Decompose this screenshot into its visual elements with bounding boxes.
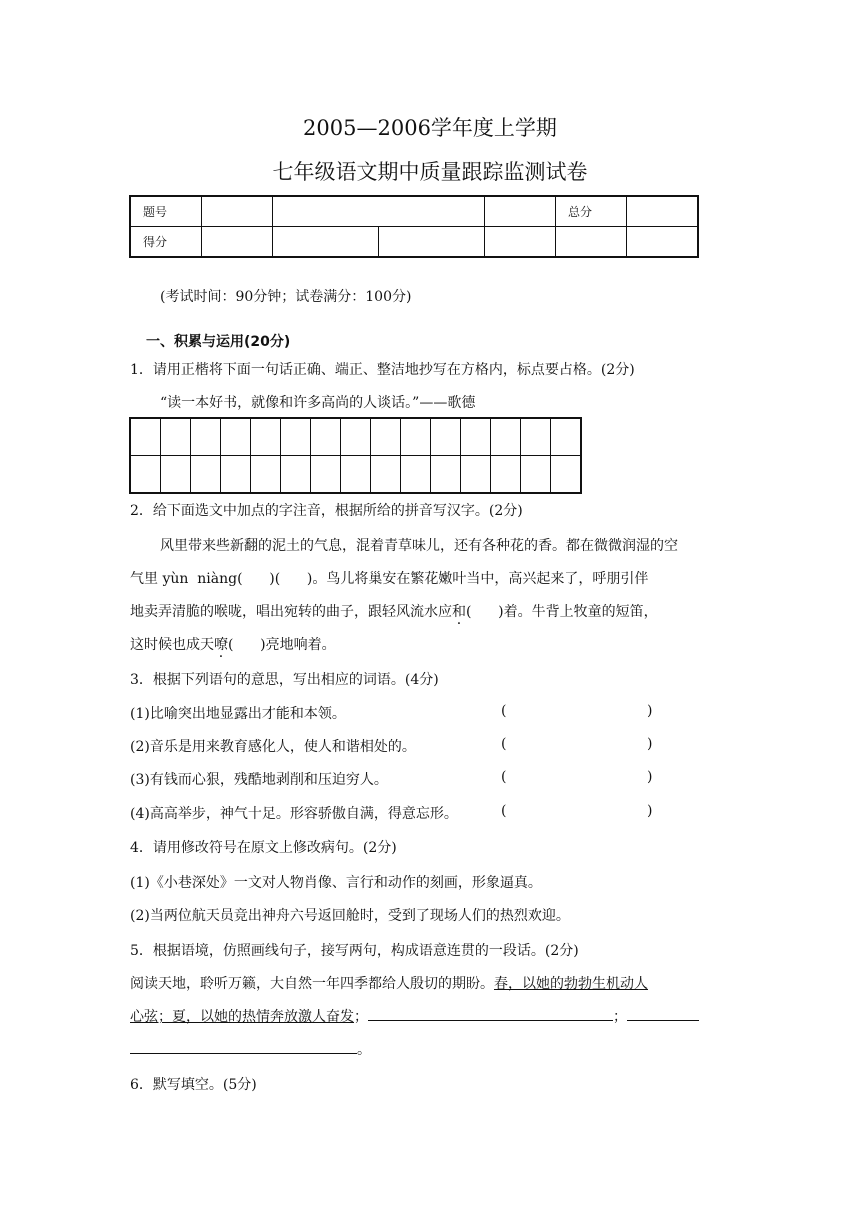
score-table-cell — [273, 196, 485, 227]
q5-underlined-sentence: 心弦；夏，以她的热情奔放激人奋发 — [130, 1009, 354, 1025]
grid-cell[interactable] — [251, 456, 281, 494]
exam-info: (考试时间：90分钟；试卷满分：100分) — [160, 289, 412, 305]
grid-cell[interactable] — [221, 456, 251, 494]
q5-underlined-sentence: 春，以她的勃勃生机动人 — [494, 976, 648, 992]
q5-separator: ； — [354, 1009, 368, 1025]
grid-cell[interactable] — [461, 418, 491, 456]
q5-line-1 — [130, 973, 648, 993]
section-heading: 一、积累与运用(20分) — [146, 334, 291, 350]
passage-line-3 — [130, 601, 658, 621]
answer-blank[interactable] — [627, 1006, 699, 1021]
q5-end: 。 — [357, 1042, 371, 1058]
q3-item: (2)音乐是用来教育感化人，使人和谐相处的。 — [130, 739, 416, 755]
grid-cell[interactable] — [521, 456, 551, 494]
score-table-number-label: 题号 — [130, 196, 202, 227]
score-table-cell — [485, 196, 556, 227]
q4-item: (1)《小巷深处》一文对人物肖像、言行和动作的刻画，形象逼真。 — [130, 875, 542, 891]
grid-cell[interactable] — [431, 456, 461, 494]
grid-cell[interactable] — [551, 456, 582, 494]
score-table-cell — [556, 227, 627, 258]
q5-line-2 — [130, 1006, 699, 1026]
grid-cell[interactable] — [191, 418, 221, 456]
score-table-cell — [379, 227, 485, 258]
answer-blank[interactable] — [130, 1039, 357, 1054]
passage-text: 地卖弄清脆的喉咙，唱出宛转的曲子，跟轻风流水应 — [130, 604, 452, 620]
passage-text: ( )亮地响着。 — [228, 637, 336, 653]
grid-cell[interactable] — [371, 418, 401, 456]
answer-paren-close: ) — [647, 803, 653, 819]
passage-line-2: 气里 yùn niàng( )( )。鸟儿将巢安在繁花嫩叶当中，高兴起来了，呼朋引伴 — [130, 571, 649, 587]
grid-cell[interactable] — [161, 456, 191, 494]
grid-cell[interactable] — [311, 418, 341, 456]
score-table-cell — [485, 227, 556, 258]
passage-line-1: 风里带来些新翻的泥土的气息，混着青草味儿，还有各种花的香。都在微微润湿的空 — [160, 538, 678, 554]
passage-text: 这时候也成天 — [130, 637, 214, 653]
grid-cell[interactable] — [130, 418, 161, 456]
answer-paren-open: ( — [501, 703, 507, 719]
answer-blank[interactable] — [368, 1006, 613, 1021]
grid-cell[interactable] — [431, 418, 461, 456]
question-4: 4．请用修改符号在原文上修改病句。(2分) — [130, 840, 397, 856]
grid-cell[interactable] — [401, 456, 431, 494]
question-6: 6．默写填空。(5分) — [130, 1077, 257, 1093]
answer-paren-open: ( — [501, 736, 507, 752]
answer-paren-open: ( — [501, 803, 507, 819]
question-2: 2．给下面选文中加点的字注音，根据所给的拼音写汉字。(2分) — [130, 503, 523, 519]
question-3: 3．根据下列语句的意思，写出相应的词语。(4分) — [130, 672, 439, 688]
answer-paren-close: ) — [647, 703, 653, 719]
dotted-char: 嘹 — [214, 637, 228, 653]
score-table-cell — [202, 227, 273, 258]
score-table-score-label: 得分 — [130, 227, 202, 258]
passage-line-4 — [130, 634, 336, 654]
q3-item: (3)有钱而心狠，残酷地剥削和压迫穷人。 — [130, 772, 388, 788]
answer-paren-close: ) — [647, 736, 653, 752]
score-table-cell — [627, 227, 699, 258]
grid-cell[interactable] — [311, 456, 341, 494]
writing-grid — [129, 417, 582, 494]
score-table-cell — [273, 227, 379, 258]
score-table-cell — [627, 196, 699, 227]
grid-cell[interactable] — [341, 456, 371, 494]
score-table-total-label: 总分 — [556, 196, 627, 227]
grid-cell[interactable] — [161, 418, 191, 456]
grid-cell[interactable] — [491, 418, 521, 456]
grid-cell[interactable] — [341, 418, 371, 456]
dotted-char: 和 — [452, 604, 466, 620]
grid-cell[interactable] — [551, 418, 582, 456]
grid-cell[interactable] — [281, 418, 311, 456]
grid-row — [130, 418, 581, 456]
q5-line-3 — [130, 1039, 371, 1059]
q4-item: (2)当两位航天员竞出神舟六号返回舱时，受到了现场人们的热烈欢迎。 — [130, 908, 570, 924]
score-table — [129, 195, 699, 258]
grid-cell[interactable] — [281, 456, 311, 494]
passage-text: ( )着。牛背上牧童的短笛， — [466, 604, 658, 620]
grid-cell[interactable] — [251, 418, 281, 456]
answer-paren-close: ) — [647, 769, 653, 785]
grid-cell[interactable] — [491, 456, 521, 494]
exam-title-year: 2005—2006学年度上学期 — [303, 116, 557, 140]
question-5: 5．根据语境，仿照画线句子，接写两句，构成语意连贯的一段话。(2分) — [130, 943, 579, 959]
grid-cell[interactable] — [221, 418, 251, 456]
q3-item: (4)高高举步，神气十足。形容骄傲自满，得意忘形。 — [130, 806, 458, 822]
grid-cell[interactable] — [461, 456, 491, 494]
grid-cell[interactable] — [401, 418, 431, 456]
grid-cell[interactable] — [371, 456, 401, 494]
score-table-cell — [202, 196, 273, 227]
q5-separator: ； — [613, 1009, 627, 1025]
q3-item: (1)比喻突出地显露出才能和本领。 — [130, 706, 346, 722]
answer-paren-open: ( — [501, 769, 507, 785]
grid-cell[interactable] — [130, 456, 161, 494]
exam-title-main: 七年级语文期中质量跟踪监测试卷 — [272, 160, 588, 184]
grid-row — [130, 456, 581, 494]
question-1-quote: “读一本好书，就像和许多高尚的人谈话。”——歌德 — [160, 395, 476, 411]
grid-cell[interactable] — [191, 456, 221, 494]
question-1: 1．请用正楷将下面一句话正确、端正、整洁地抄写在方格内，标点要占格。(2分) — [130, 362, 635, 378]
q5-context: 阅读天地，聆听万籁，大自然一年四季都给人殷切的期盼。 — [130, 976, 494, 992]
grid-cell[interactable] — [521, 418, 551, 456]
